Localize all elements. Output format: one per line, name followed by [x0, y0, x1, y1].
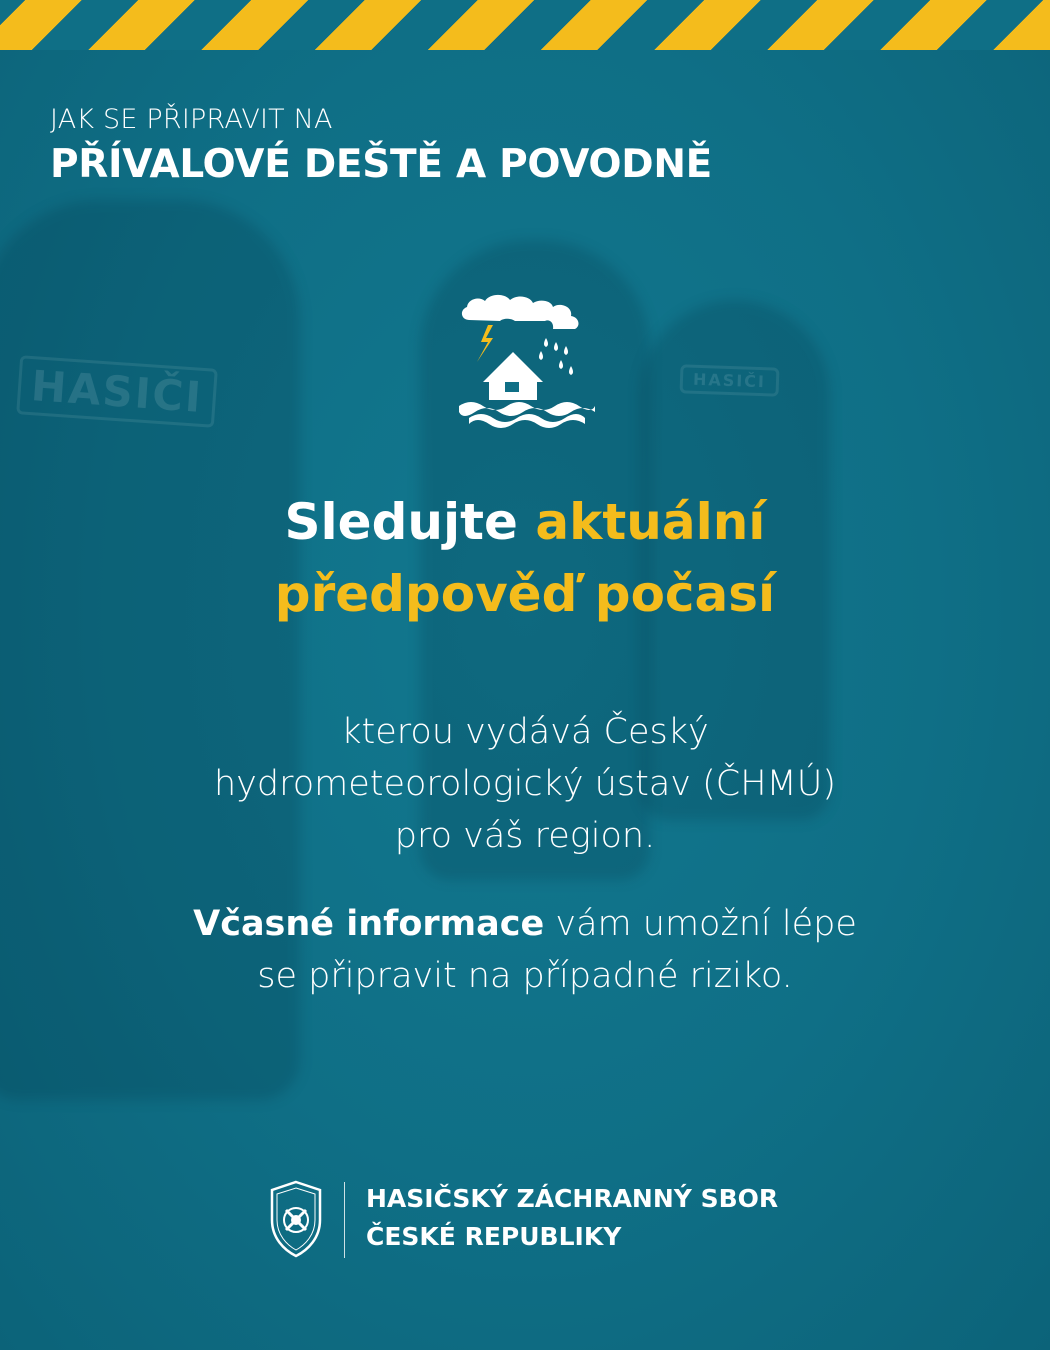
- paragraph1-line3: pro váš region.: [394, 816, 656, 856]
- paragraph1-line1: kterou vydává Český: [341, 712, 709, 752]
- headline-highlight-line1: aktuální: [535, 493, 766, 551]
- paragraph-timely-info: [0, 898, 1050, 1002]
- background-uniform-label: HASIČI: [16, 355, 218, 428]
- paragraph-chmu: [0, 706, 1050, 862]
- footer-branding: [268, 1178, 788, 1262]
- flood-house-storm-icon: [455, 290, 595, 435]
- paragraph1-line2: hydrometeorologický ústav (ČHMÚ): [213, 764, 836, 804]
- paragraph2-strong: Včasné informace: [193, 904, 545, 944]
- org-line2: ČESKÉ REPUBLIKY: [366, 1222, 622, 1251]
- paragraph2-line2: se připravit na případné riziko.: [257, 956, 793, 996]
- organization-name: [366, 1180, 778, 1256]
- headline: [0, 486, 1050, 630]
- paragraph2-line1-rest: vám umožní lépe: [544, 904, 857, 944]
- hazard-stripe-bar: [0, 0, 1050, 50]
- background-uniform-label-small: HASIČI: [680, 364, 780, 396]
- org-line1: HASIČSKÝ ZÁCHRANNÝ SBOR: [366, 1184, 779, 1213]
- footer-divider: [344, 1182, 345, 1258]
- header-kicker: JAK SE PŘIPRAVIT NA: [50, 104, 333, 135]
- hzs-emblem-icon: [268, 1180, 324, 1258]
- headline-highlight-line2: předpověď počasí: [274, 565, 776, 623]
- page-title: PŘÍVALOVÉ DEŠTĚ A POVODNĚ: [50, 142, 712, 187]
- headline-plain: Sledujte: [284, 493, 536, 551]
